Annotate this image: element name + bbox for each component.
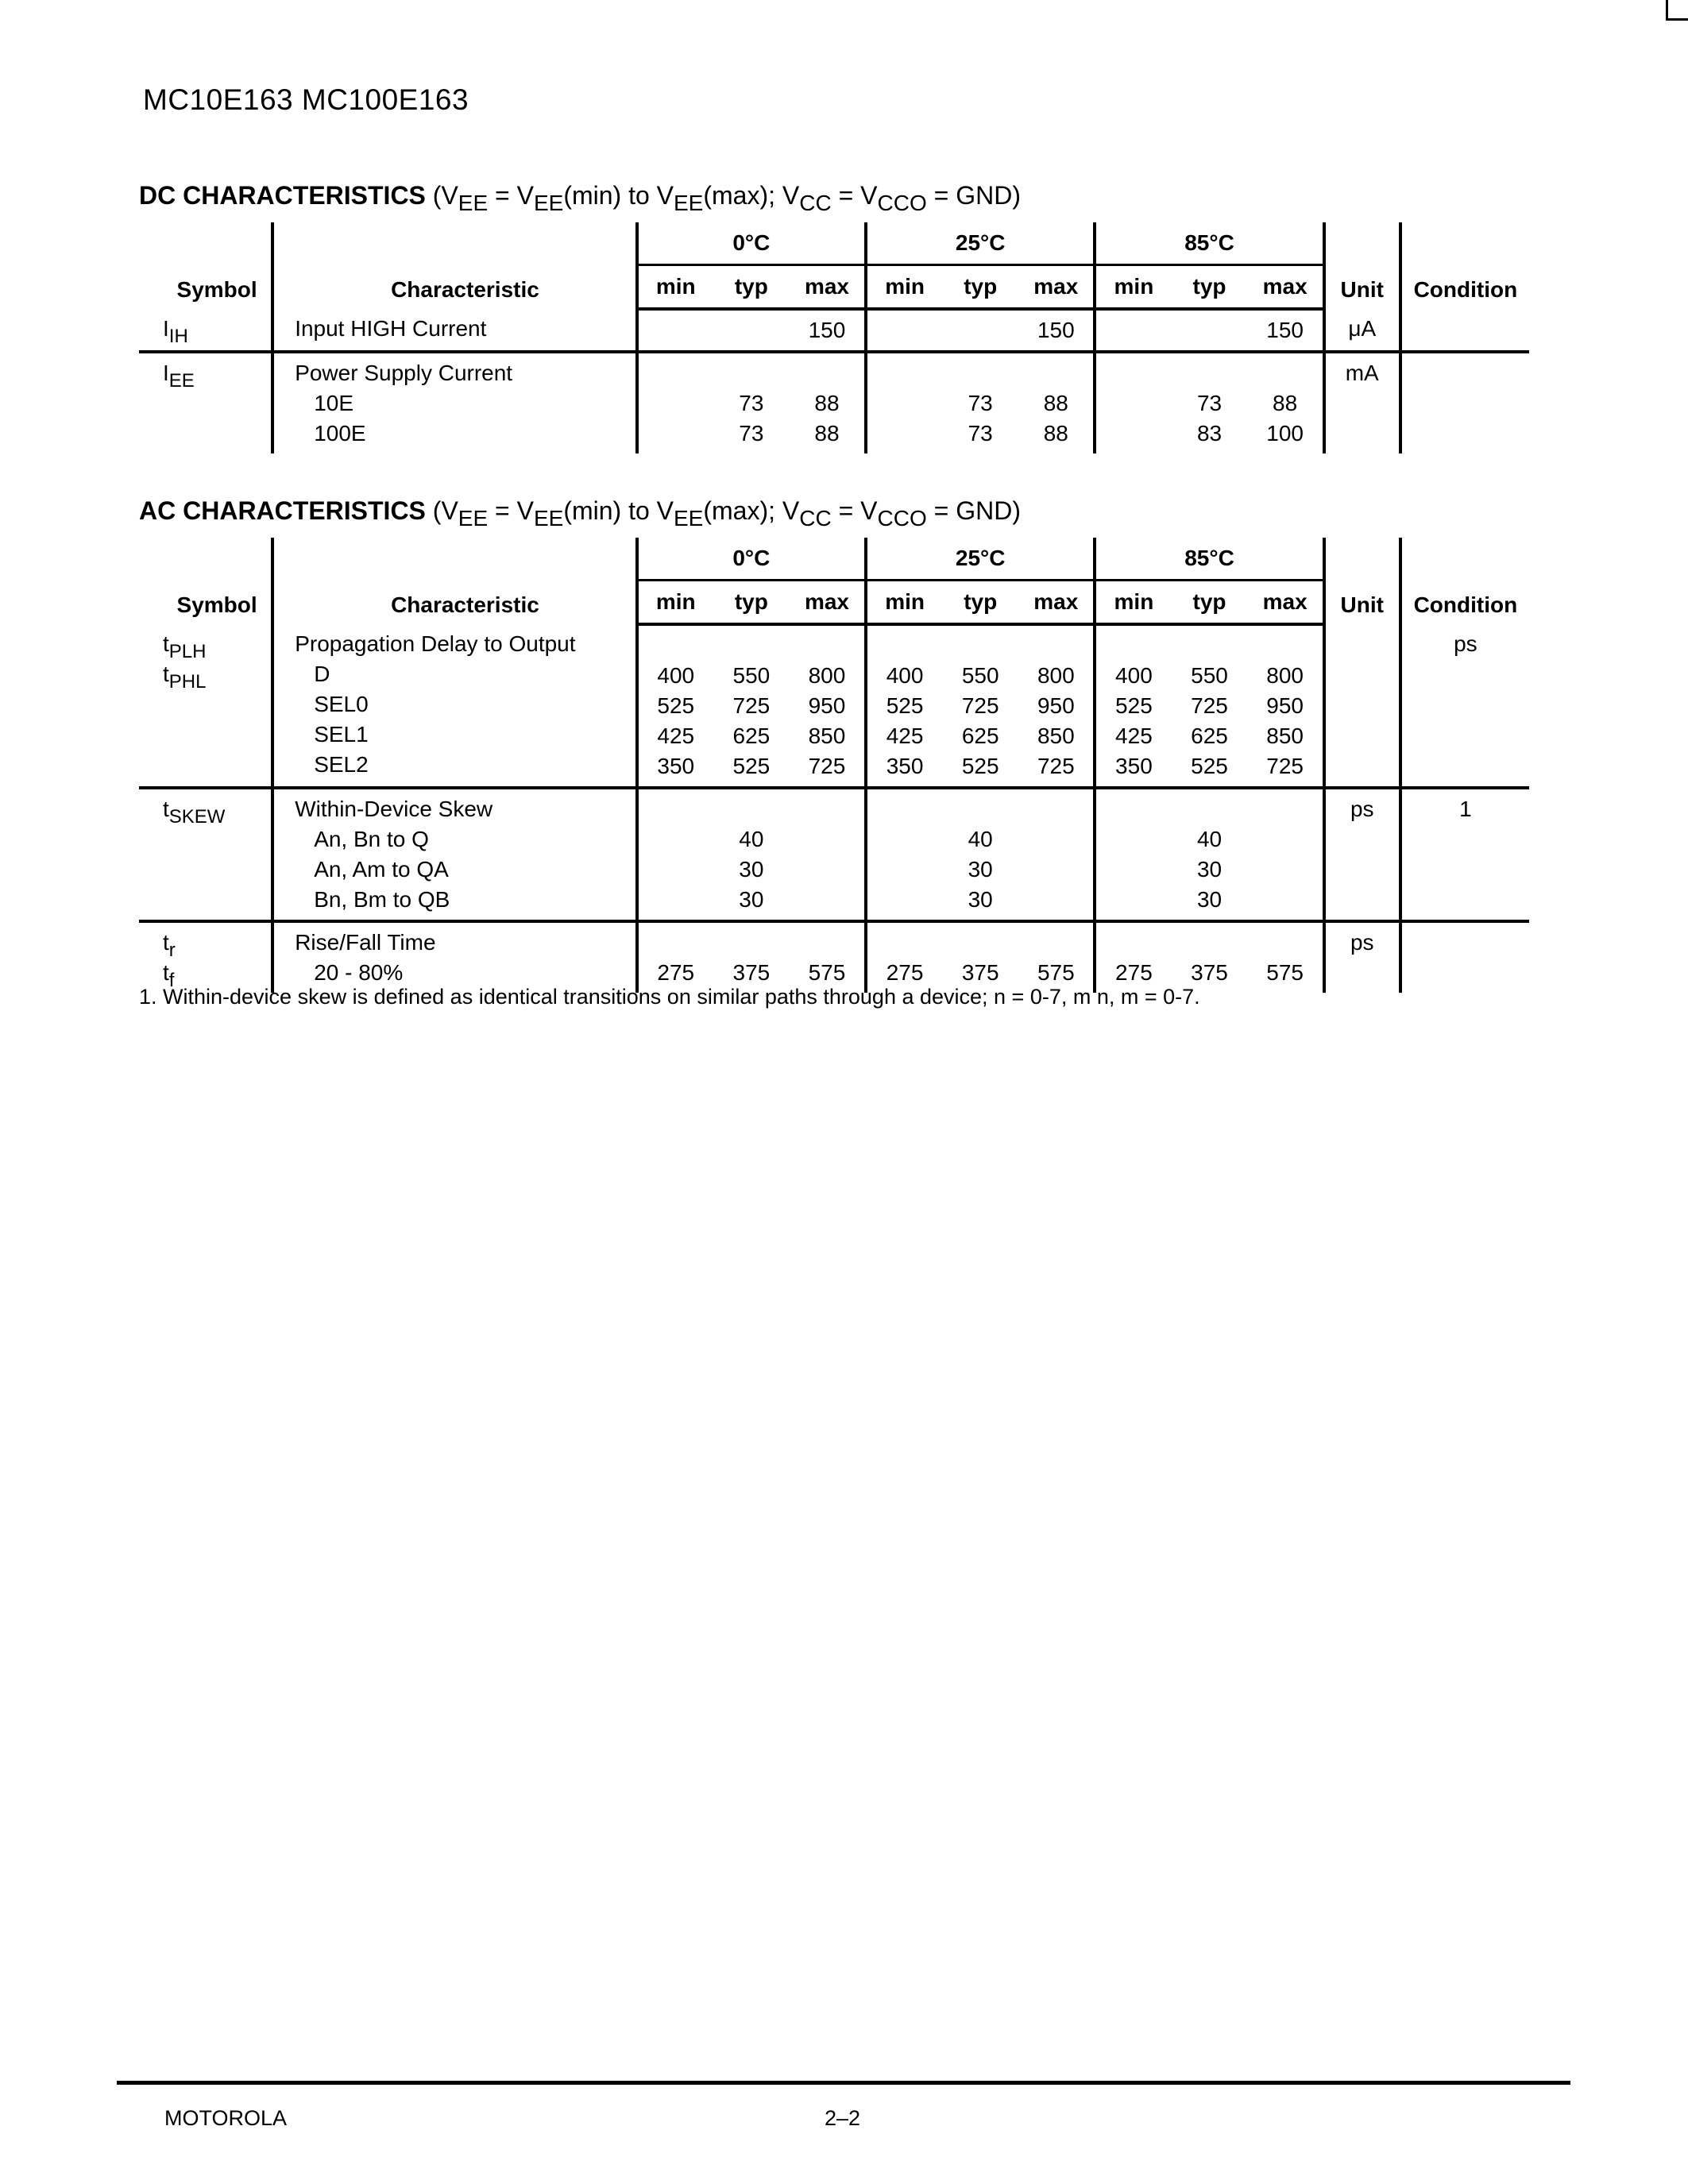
symbol-letter: t [163,662,169,686]
header-temp-25c: 25°C [866,538,1095,581]
value-cell [1248,309,1324,352]
symbol-letter: t [163,930,169,955]
value: 725 [961,693,999,718]
unit-value: ps [1350,930,1374,955]
value: 525 [732,754,771,778]
value: 73 [968,391,993,415]
value [1018,855,1093,885]
value-cell [866,921,942,993]
characteristic-line: SEL2 [314,752,369,777]
value-cell [713,352,790,453]
value [790,794,864,824]
footer-brand: MOTOROLA [164,2106,288,2130]
value: 30 [739,887,764,912]
value [639,419,713,449]
value: 30 [1196,887,1223,912]
value: 73 [739,421,764,446]
value [1171,631,1247,661]
value: 550 [732,663,771,688]
value [1018,824,1093,855]
value [639,315,713,345]
header-min: min [637,265,713,310]
value: 275 [1115,960,1153,985]
characteristic-line: D [314,662,330,686]
value-cell [713,788,790,921]
value-cell [713,624,790,788]
value [1248,794,1323,824]
value [1096,855,1171,885]
table-row [139,921,1529,993]
value: 800 [1037,663,1075,688]
unit-value: mA [1345,361,1379,385]
value [867,824,942,855]
value: 575 [808,960,846,985]
ac-heading-conditions: ($V_{EE} = V_{EE}(\min)$ to $V_{EE}(\max)$; $V_{CC} = V_{CCO} = GND$) [432,496,1021,531]
value: 88 [1043,421,1068,446]
value-cell [1171,624,1247,788]
value-cell [866,788,942,921]
value-cell [942,624,1018,788]
header-temp-85c: 85°C [1095,538,1323,581]
header-max: max [1018,265,1095,310]
characteristic-cell [272,352,637,453]
value [942,794,1018,824]
header-symbol: Symbol [139,222,272,309]
value: 40 [739,827,764,851]
value: 850 [808,723,846,748]
value: 525 [1191,754,1228,778]
symbol-subscript: PLH [168,641,207,662]
unit-cell [1324,921,1400,993]
unit-value: μA [1348,316,1377,341]
value [1248,885,1323,915]
symbol [163,358,271,392]
value: 400 [1115,663,1153,688]
characteristic-line: Power Supply Current [295,361,513,385]
value [1248,631,1323,661]
symbol-letter: t [163,631,169,656]
value: 800 [1266,663,1304,688]
value [867,928,942,958]
value: 375 [1191,960,1228,985]
value: 73 [739,391,764,415]
value [1171,358,1247,388]
value-cell [637,788,713,921]
header-typ: typ [942,581,1018,625]
header-typ: typ [1171,581,1247,625]
value-cell [637,624,713,788]
value: 725 [1266,754,1304,778]
header-condition: Condition [1400,538,1529,624]
value [1171,794,1247,824]
table-row [139,309,1529,352]
header-characteristic: Characteristic [272,222,637,309]
header-min: min [637,581,713,625]
value: 725 [732,693,771,718]
characteristic-line: 100E [314,421,366,446]
header-temp-0c: 0°C [637,222,866,265]
symbol-subscript: f [168,970,175,991]
value-cell [1248,624,1324,788]
value: 425 [657,723,695,748]
condition-cell [1400,624,1529,788]
value [867,358,942,388]
symbol-subscript: SKEW [168,806,226,828]
unit-cell [1324,624,1400,788]
value: 950 [808,693,846,718]
characteristic-line: SEL1 [314,722,369,747]
condition-cell [1400,788,1529,921]
value [867,388,942,419]
symbol [163,659,271,693]
value-cell [866,352,942,453]
value [942,315,1018,345]
value: 850 [1037,723,1075,748]
value [639,855,713,885]
unit-cell [1324,309,1400,352]
value [790,358,864,388]
value: 83 [1196,421,1223,446]
characteristic-line: 10E [314,391,354,415]
value [1018,928,1093,958]
value: 525 [961,754,999,778]
condition-value [1402,314,1529,344]
value: 275 [657,960,695,985]
symbol-letter: t [163,797,169,821]
page-corner-mark [1666,0,1688,21]
value: 150 [1266,318,1304,342]
value [1096,419,1171,449]
value [1096,794,1171,824]
value-cell [866,309,942,352]
value [1248,824,1323,855]
value: 350 [886,754,924,778]
value: 100 [1266,421,1304,446]
header-min: min [866,581,942,625]
header-unit: Unit [1324,222,1400,309]
header-typ: typ [1171,265,1247,310]
characteristic-cell [272,309,637,352]
value: 625 [961,723,999,748]
value: 725 [1037,754,1075,778]
value: 40 [1196,827,1223,851]
condition-value [1402,358,1529,388]
unit-cell [1324,352,1400,453]
header-typ: typ [942,265,1018,310]
value: 625 [1191,723,1228,748]
value [1096,358,1171,388]
header-max: max [790,581,866,625]
value: 30 [1196,857,1223,882]
characteristic-line: An, Bn to Q [314,827,429,851]
value [639,824,713,855]
table-row [139,788,1529,921]
header-row-temperatures [139,538,1529,581]
symbol [163,314,271,347]
value [790,855,864,885]
header-typ: typ [713,581,790,625]
value [713,315,790,345]
value [713,794,790,824]
characteristic-line: Within-Device Skew [295,797,493,821]
characteristic-line: SEL0 [314,692,369,716]
value: 575 [1037,960,1075,985]
value: 275 [886,960,924,985]
value [639,358,713,388]
value [639,885,713,915]
value: 400 [657,663,695,688]
header-characteristic: Characteristic [272,538,637,624]
symbol [163,928,271,961]
value [867,885,942,915]
value-cell [1018,624,1095,788]
value [1248,855,1323,885]
value-cell [1095,921,1171,993]
header-max: max [790,265,866,310]
symbol [163,794,271,828]
value: 73 [1196,391,1223,415]
value: 88 [814,421,840,446]
header-temp-25c: 25°C [866,222,1095,265]
symbol-letter: I [163,316,169,341]
characteristic-cell [272,921,637,993]
value: 425 [1115,723,1153,748]
symbol-subscript: r [168,940,176,961]
value-cell [637,352,713,453]
footer-page-number: 2–2 [825,2106,861,2130]
header-min: min [866,265,942,310]
table-row [139,352,1529,453]
value [1096,315,1171,345]
value-cell [1095,788,1171,921]
value [867,315,942,345]
value-cell [1018,788,1095,921]
value-cell [790,788,866,921]
value [1018,631,1093,661]
value: 550 [1191,663,1228,688]
value-cell [1018,352,1095,453]
value: 400 [886,663,924,688]
characteristic-line: Propagation Delay to Output [295,631,576,656]
value: 88 [1273,391,1298,415]
symbol-cell [139,624,272,788]
value-cell [1095,352,1171,453]
value [1096,824,1171,855]
value: 625 [732,723,771,748]
characteristic-line: 20 - 80% [314,960,404,985]
value: 575 [1266,960,1304,985]
value: 525 [886,693,924,718]
value-cell [1171,788,1247,921]
value: 425 [886,723,924,748]
value-cell [1248,921,1324,993]
symbol-letter: I [163,361,169,385]
value-cell [637,309,713,352]
value [1096,631,1171,661]
value-cell [942,352,1018,453]
header-symbol: Symbol [139,538,272,624]
ac-heading-bold: AC CHARACTERISTICS [139,496,426,525]
condition-cell [1400,309,1529,352]
value-cell [1095,624,1171,788]
value: 88 [1043,391,1068,415]
symbol [163,958,271,991]
value-cell [942,309,1018,352]
value-cell [942,921,1018,993]
value-cell [1018,309,1095,352]
value: 350 [657,754,695,778]
value-cell [866,624,942,788]
value [639,631,713,661]
value [639,928,713,958]
value-cell [1248,788,1324,921]
header-unit: Unit [1324,538,1400,624]
symbol [163,629,271,662]
header-min: min [1095,581,1171,625]
value: 150 [808,318,846,342]
value [1248,358,1323,388]
header-max: max [1248,265,1324,310]
symbol-cell [139,921,272,993]
value: 800 [808,663,846,688]
header-temp-85c: 85°C [1095,222,1323,265]
value: 30 [968,887,993,912]
value-cell [1171,352,1247,453]
condition-value: ps [1454,631,1477,656]
header-temp-0c: 0°C [637,538,866,581]
condition-cell [1400,921,1529,993]
value [713,631,790,661]
symbol-cell [139,309,272,352]
value: 950 [1037,693,1075,718]
symbol-cell [139,788,272,921]
dc-heading-bold: DC CHARACTERISTICS [139,181,426,210]
value [1248,928,1323,958]
ac-characteristics-heading [139,496,1021,531]
header-row-temperatures [139,222,1529,265]
value: 725 [1191,693,1228,718]
characteristic-line: Rise/Fall Time [295,930,436,955]
value [713,928,790,958]
header-min: min [1095,265,1171,310]
characteristic-line: Bn, Bm to QB [314,887,450,912]
characteristic-cell [272,788,637,921]
condition-value [1402,928,1529,958]
symbol-letter: t [163,960,169,985]
footer-rule [117,2081,1570,2085]
table-row [139,624,1529,788]
value-cell [1095,309,1171,352]
characteristic-line: Input HIGH Current [295,316,487,341]
value-cell [790,921,866,993]
value [1018,358,1093,388]
unit-value: ps [1350,797,1374,821]
value: 350 [1115,754,1153,778]
value-cell [790,624,866,788]
value-cell [713,309,790,352]
value-cell [637,921,713,993]
value [1018,885,1093,915]
characteristic-line: An, Am to QA [314,857,449,882]
value-cell [1248,352,1324,453]
condition-cell [1400,352,1529,453]
value [1018,794,1093,824]
value-cell [942,788,1018,921]
value-cell [1171,921,1247,993]
value [867,794,942,824]
value [867,855,942,885]
value [867,419,942,449]
value [867,631,942,661]
value [790,824,864,855]
value [790,928,864,958]
header-max: max [1248,581,1324,625]
value [790,631,864,661]
value [1096,928,1171,958]
value: 88 [814,391,840,415]
unit-cell [1324,788,1400,921]
document-title: MC10E163 MC100E163 [143,83,469,116]
value-cell [790,309,866,352]
value-cell [1171,309,1247,352]
value: 525 [1115,693,1153,718]
value [1096,885,1171,915]
value [790,885,864,915]
header-condition: Condition [1400,222,1529,309]
ac-characteristics-table [139,538,1529,993]
dc-characteristics-table [139,222,1529,453]
value: 550 [961,663,999,688]
value: 375 [961,960,999,985]
dc-characteristics-heading [139,181,1021,215]
value: 375 [732,960,771,985]
header-typ: typ [713,265,790,310]
symbol-subscript: IH [168,326,188,347]
value [942,631,1018,661]
value [942,358,1018,388]
value: 150 [1037,318,1075,342]
value [1171,315,1247,345]
value [639,794,713,824]
value [1171,928,1247,958]
value [1096,388,1171,419]
value: 725 [808,754,846,778]
symbol-subscript: EE [168,370,195,392]
value: 950 [1266,693,1304,718]
condition-value: 1 [1459,797,1472,821]
value: 30 [968,857,993,882]
value [942,928,1018,958]
header-max: max [1018,581,1095,625]
value: 525 [657,693,695,718]
value-cell [790,352,866,453]
dc-heading-conditions: ($V_{EE} = V_{EE}(\min)$ to $V_{EE}(\max)$; $V_{CC} = V_{CCO} = GND$) [432,181,1021,215]
value: 40 [968,827,993,851]
value [713,358,790,388]
unit-value [1326,629,1399,659]
value: 73 [968,421,993,446]
value [639,388,713,419]
footnote: 1. Within-device skew is defined as identical transitions on similar paths through a device; n = 0-7, m n, m = 0-7. [139,985,1200,1009]
value-cell [713,921,790,993]
value: 30 [739,857,764,882]
value-cell [1018,921,1095,993]
symbol-subscript: PHL [168,671,207,693]
symbol-cell [139,352,272,453]
value: 850 [1266,723,1304,748]
characteristic-cell [272,624,637,788]
